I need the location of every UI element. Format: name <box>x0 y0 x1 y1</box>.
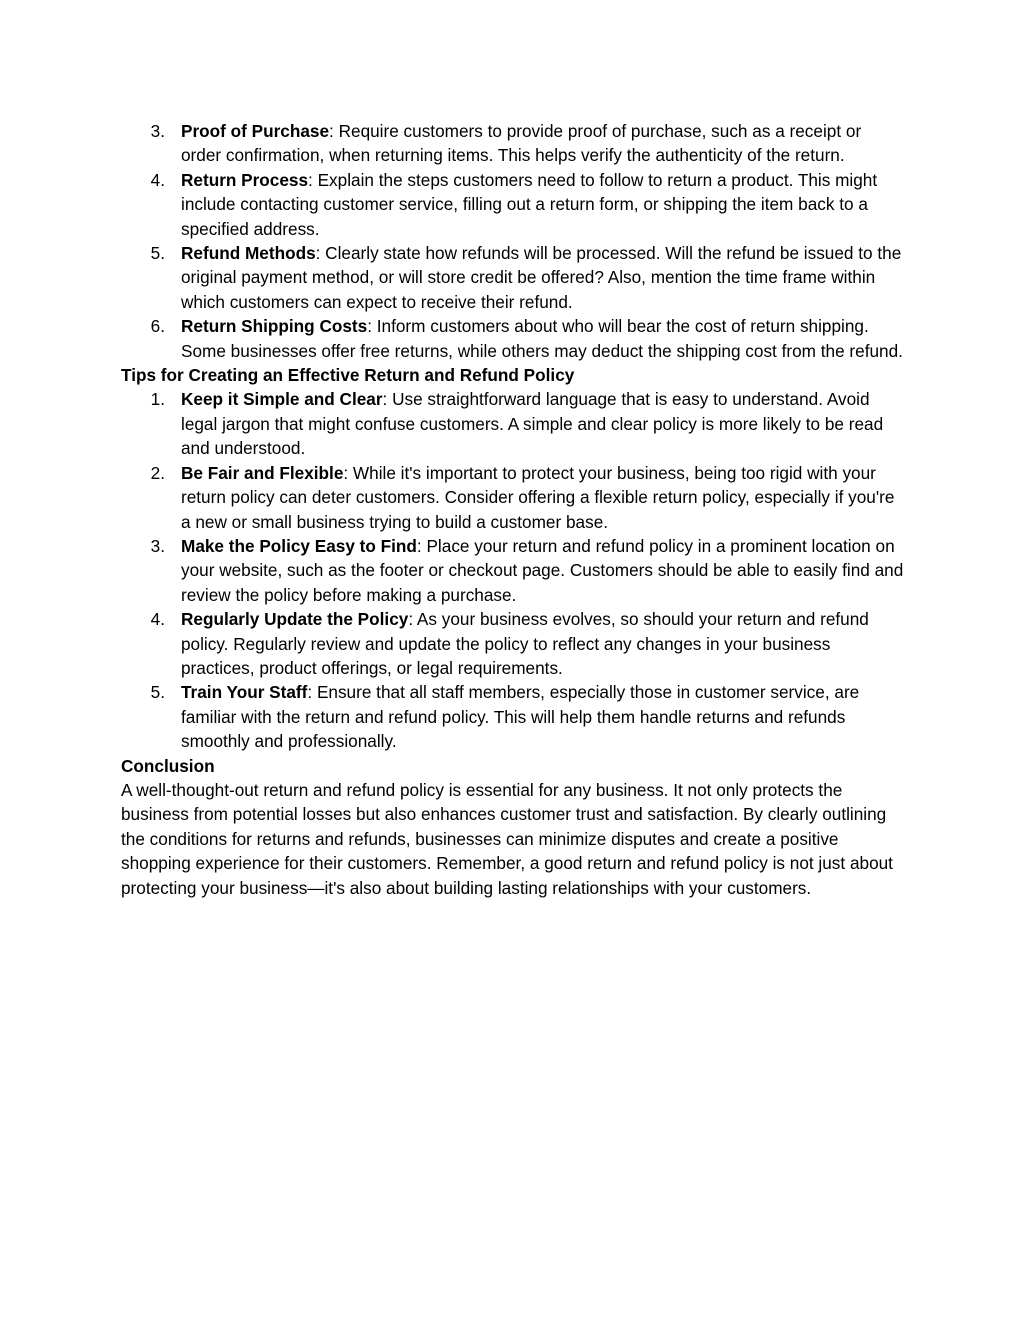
list-item-number: 4. <box>150 169 165 190</box>
list-item <box>121 461 905 534</box>
tips-heading: Tips for Creating an Effective Return and Refund Policy <box>121 365 575 386</box>
list-item-text: : While it's important to protect your business, being too rigid with your return policy can deter customers. Consider offering a flexible return policy, especially if you're a new or small business trying to build a customer base. <box>181 462 895 532</box>
list-item-number: 2. <box>150 462 165 483</box>
list-item <box>121 607 905 680</box>
list-item-text: : As your business evolves, so should your return and refund policy. Regularly review and update the policy to reflect any changes in your business practices, product offerings, or legal requirements. <box>181 609 869 678</box>
conclusion-paragraph: A well-thought-out return and refund policy is essential for any business. It not only protects the business from potential losses but also enhances customer trust and satisfaction. By clearly outlining the conditions for returns and refunds, businesses can minimize disputes and create a positive shopping experience for their customers. Remember, a good return and refund policy is not just about protecting your business—it's also about building lasting relationships with your customers. <box>121 779 893 898</box>
list-item <box>121 119 905 168</box>
list-item-text: : Clearly state how refunds will be processed. Will the refund be issued to the original payment method, or will store credit be offered? Also, mention the time frame within which customers can expect to receive their refund. <box>181 243 902 312</box>
list-item-number: 5. <box>150 243 165 264</box>
tips-list <box>121 387 905 753</box>
list-item-text: : Place your return and refund policy in a prominent location on your website, such as the footer or checkout page. Customers should be able to easily find and review the policy before making a purchase. <box>181 535 904 605</box>
list-item <box>121 680 905 753</box>
list-item-term: Return Process <box>181 169 309 190</box>
list-item-term: Regularly Update the Policy <box>181 609 409 630</box>
list-item-text: : Require customers to provide proof of purchase, such as a receipt or order confirmation, when returning items. This helps verify the authenticity of the return. <box>181 121 862 166</box>
conclusion-heading: Conclusion <box>121 755 215 776</box>
list-item-text: : Use straightforward language that is easy to understand. Avoid legal jargon that might confuse customers. A simple and clear policy is more likely to be read and understood. <box>181 389 884 459</box>
list-item-text: : Explain the steps customers need to follow to return a product. This might include contacting customer service, filling out a return form, or shipping the item back to a specified address. <box>181 169 878 239</box>
list-item-term: Keep it Simple and Clear <box>181 389 383 410</box>
list-item-text: : Ensure that all staff members, especially those in customer service, are familiar with the return and refund policy. This will help them handle returns and refunds smoothly and professionally. <box>181 682 860 752</box>
list-item <box>121 534 905 607</box>
list-item-term: Refund Methods <box>181 243 316 264</box>
list-item <box>121 387 905 460</box>
list-item <box>121 168 905 241</box>
list-item-number: 5. <box>150 682 165 703</box>
list-item-number: 1. <box>150 389 165 410</box>
list-item-term: Proof of Purchase <box>181 121 330 141</box>
list-item-text: : Inform customers about who will bear the cost of return shipping. Some businesses offer free returns, while others may deduct the shipping cost from the refund. <box>181 316 903 361</box>
list-item-term: Be Fair and Flexible <box>181 462 344 483</box>
list-item <box>121 241 905 314</box>
document-page <box>121 119 905 900</box>
policy-elements-list <box>121 119 905 363</box>
list-item-term: Make the Policy Easy to Find <box>181 535 417 556</box>
list-item-number: 3. <box>150 121 165 141</box>
list-item-number: 4. <box>150 609 165 630</box>
list-item-term: Train Your Staff <box>181 682 308 703</box>
list-item-number: 6. <box>150 316 165 337</box>
list-item <box>121 314 905 363</box>
list-item-term: Return Shipping Costs <box>181 316 368 337</box>
list-item-number: 3. <box>150 535 165 556</box>
